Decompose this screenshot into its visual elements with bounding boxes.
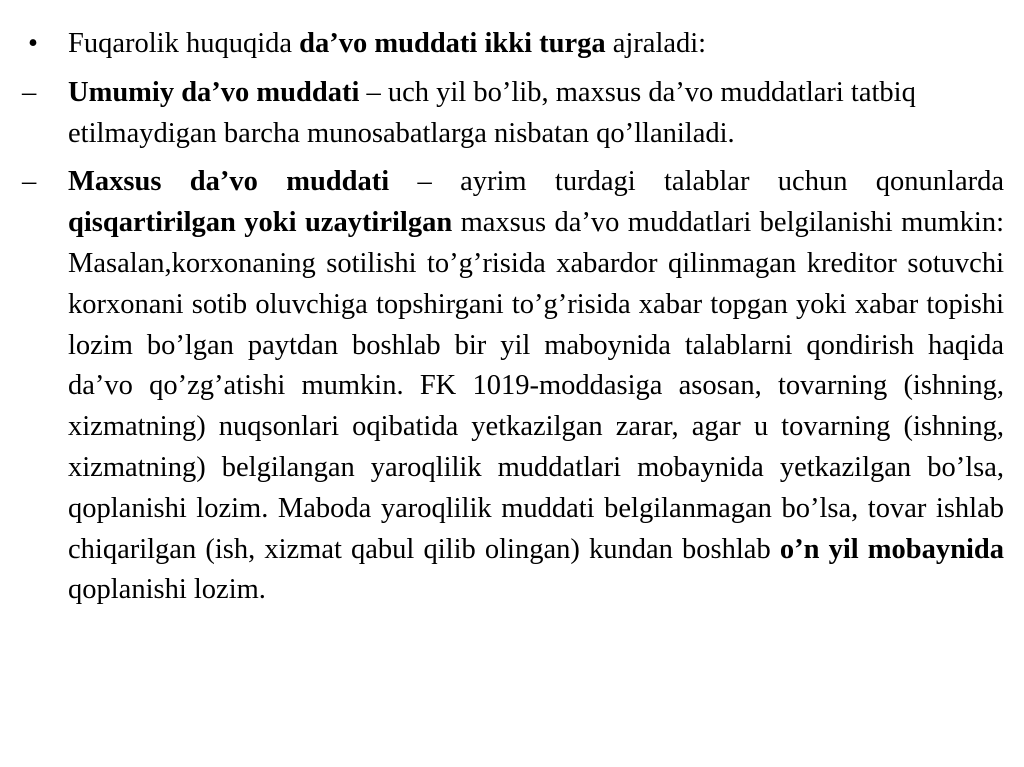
- text-segment: Fuqarolik huquqida: [68, 28, 300, 59]
- text-segment-bold: Maxsus da’vo muddati: [68, 166, 390, 198]
- text-segment: maxsus da’vo muddatlari belgilanishi mumkin: Masalan,korxonaning sotilishi to’g’risida xabardor qilinmagan kreditor sotuvchi korxonani sotib oluvchiga topshirgani to’g’risida xabar topgan yoki xabar topishi lozim bo’lgan paytdan boshlab bir yil maboynida talablarni qondirish haqida da’vo qo’zg’atishi mumkin. FK 1019-moddasiga asosan, tovarning (ishning, xizmatning) nuqsonlari oqibatida yetkazilgan zarar, agar u tovarning (ishning, xizmatning) belgilangan yaroqlilik muddatlari mobaynida yetkazilgan bo’lsa, qoplanishi lozim. Maboda yaroqlilik muddati belgilanmagan bo’lsa, tovar ishlab chiqarilgan (ish, xizmat qabul qilib olingan) kundan boshlab: [68, 207, 1004, 565]
- dash-bullet-icon: –: [22, 166, 37, 198]
- text-segment-bold: o’n yil mobaynida: [779, 533, 1005, 565]
- text-segment: – ayrim turdagi talablar uchun qonunlarda: [389, 166, 1004, 198]
- text-segment: qoplanishi lozim.: [68, 574, 266, 606]
- bullet-item-special-period: [0, 162, 1024, 611]
- bullet-item-claim-types: [0, 24, 1024, 65]
- bullet-text: [68, 73, 1004, 155]
- bullet-list: [0, 24, 1024, 611]
- bullet-item-general-period: [0, 73, 1024, 155]
- text-segment: ajraladi:: [605, 28, 707, 59]
- text-segment: – uch yil bo’lib, maxsus da’vo muddatlari tatbiq etilmaydigan barcha munosabatlarga nisbatan qo’llaniladi.: [68, 76, 916, 149]
- bullet-text: [68, 162, 1004, 611]
- text-segment-bold: Umumiy da’vo muddati: [68, 76, 360, 108]
- bullet-text: [68, 24, 1004, 65]
- bullet-dot-icon: •: [28, 28, 38, 59]
- text-segment-bold: qisqartirilgan yoki uzaytirilgan: [68, 207, 453, 239]
- dash-bullet-icon: –: [22, 76, 37, 108]
- text-segment-bold: da’vo muddati ikki turga: [299, 28, 606, 59]
